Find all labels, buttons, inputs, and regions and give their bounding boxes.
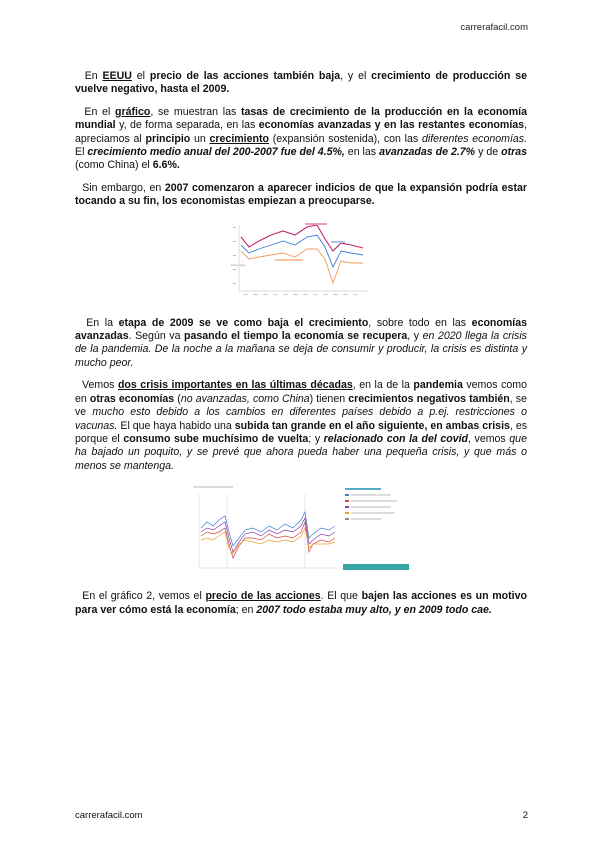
page-header: carrerafacil.com <box>460 22 528 33</box>
paragraph-etapa-2009: En la etapa de 2009 se ve como baja el crecimiento, sobre todo en las economías avanzadas. Según va pasando el tiempo la economía se recupera, y en 2020 llega la crisis de la pandemia. De la noche a la mañana se deja de consumir y producir, la crisis es distinta y mucho peor. <box>75 316 528 369</box>
paragraph-sin-embargo: Sin embargo, en 2007 comenzaron a aparecer indicios de que la expansión podría estar tocando a su fin, los economistas empiezan a preocuparse. <box>75 181 527 208</box>
stock-prices-chart-image <box>187 482 415 578</box>
page-footer-site: carrerafacil.com <box>75 810 143 821</box>
svg-text:Porcentaje: Porcentaje <box>230 262 245 267</box>
paragraph-grafico: En el gráfico, se muestran las tasas de crecimiento de la producción en la economía mundial y, de forma separada, en las economías avanzadas y en las restantes economías, apreciamos al principio un crecimiento (expansión sostenida), con las diferentes economías. El crecimiento medio anual del 200-2007 fue del 4.5%, en las avanzadas de 2.7% y de otras (como China) el 6.6%. <box>75 105 528 172</box>
paragraph-grafico-2: En el gráfico 2, vemos el precio de las acciones. El que bajen las acciones es un motivo para ver cómo está la economía; en 2007 todo estaba muy alto, y en 2009 todo cae. <box>75 590 527 616</box>
document-body <box>75 70 527 626</box>
paragraph-dos-crisis: Vemos dos crisis importantes en las últimas décadas, en la de la pandemia vemos como en otras economías (no avanzadas, como China) tienen crecimientos negativos también, se ve mucho esto debido a los cambios en diferentes países debido a p.ej. restricciones o vacunas. El que haya habido una subida tan grande en el año siguiente, en ambas crisis, es porque el consumo sube muchísimo de vuelta; y relacionado con la del covid, vemos que ha bajado un poquito, y se prevé que ahora pueda haber una pequeña crisis, y que más o menos se mantenga. <box>75 379 528 472</box>
paragraph-eeuu: En EEUU el precio de las acciones también baja, y el crecimiento de producción se vuelve negativo, hasta el 2009. <box>75 70 527 96</box>
growth-rates-chart-image <box>229 221 374 303</box>
page-number: 2 <box>522 810 528 821</box>
